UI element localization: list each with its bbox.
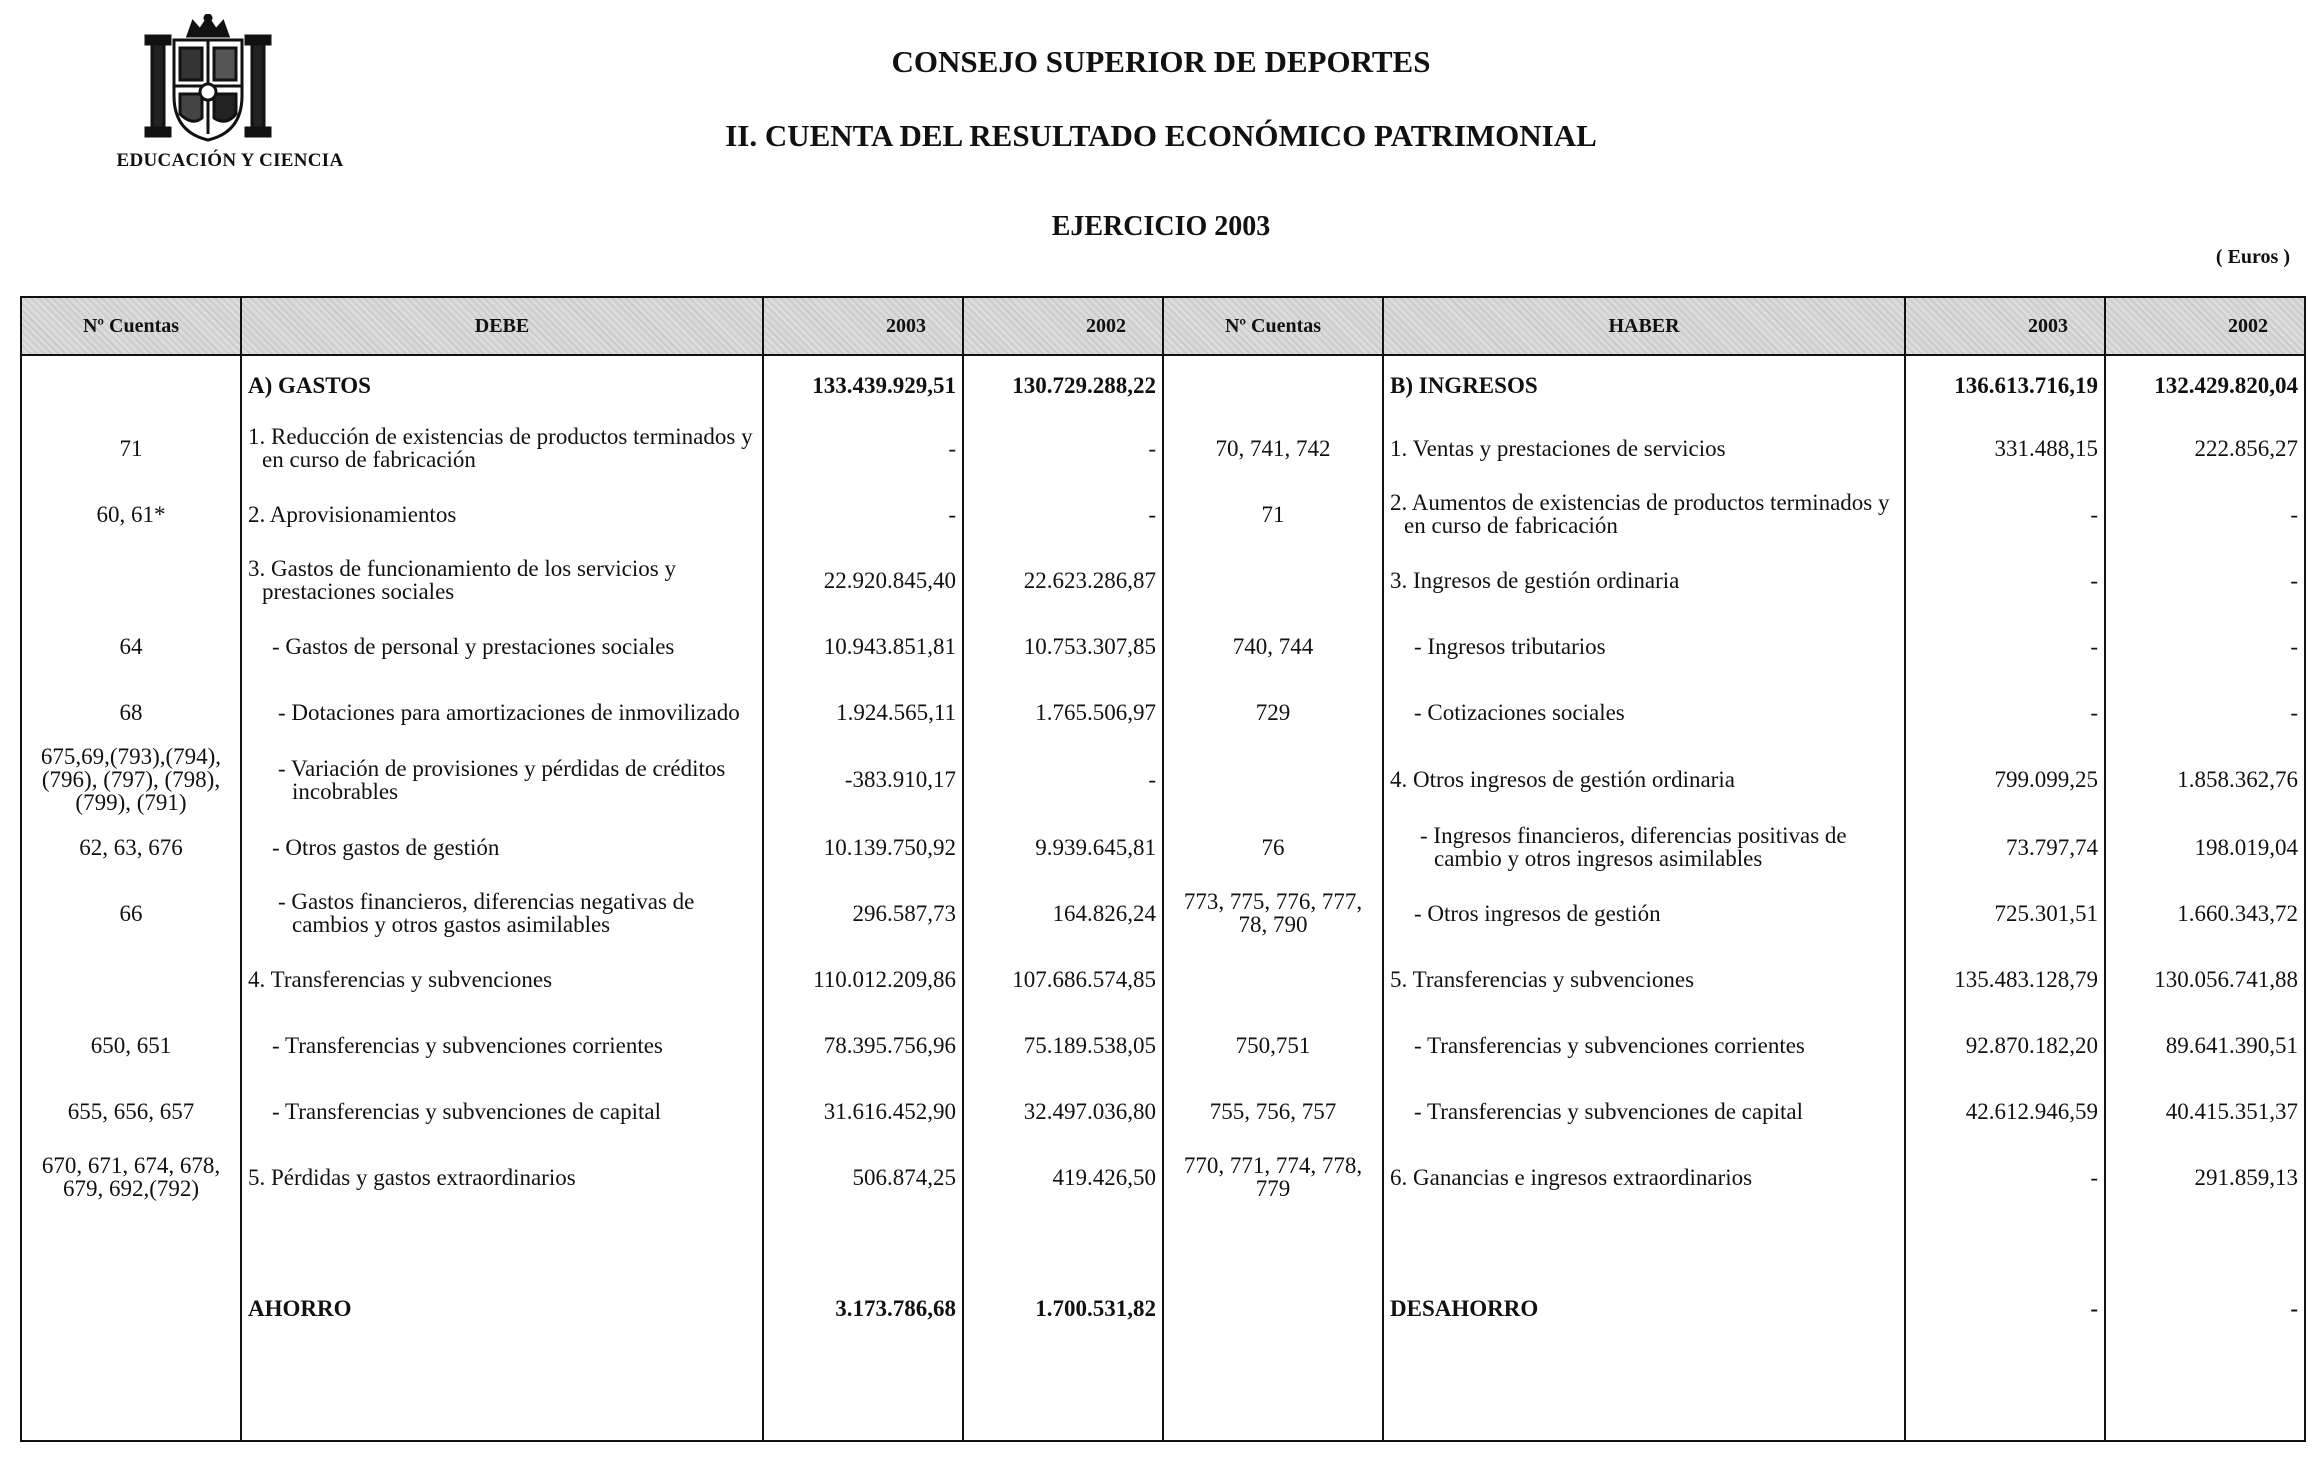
- table-row: [21, 679, 2305, 745]
- debe-2003-value: 31.616.452,90: [763, 1078, 963, 1144]
- col-haber: HABER: [1383, 297, 1905, 355]
- haber-concept: - Transferencias y subvenciones corrientes: [1414, 1032, 1805, 1058]
- col-cuentas-left: Nº Cuentas: [21, 297, 241, 355]
- haber-2003-value: -: [1905, 1144, 2105, 1210]
- table-row: [21, 946, 2305, 1012]
- haber-2003-value: 42.612.946,59: [1905, 1078, 2105, 1144]
- account-codes: 650, 651: [21, 1012, 241, 1078]
- debe-concept: 5. Pérdidas y gastos extraordinarios: [241, 1144, 763, 1210]
- haber-2002-value: -: [2105, 679, 2305, 745]
- account-codes: 68: [21, 679, 241, 745]
- debe-2002-value: 10.753.307,85: [963, 613, 1163, 679]
- account-codes: [1163, 946, 1383, 1012]
- debe-2003-value: 296.587,73: [763, 880, 963, 946]
- haber-2002-value: 1.660.343,72: [2105, 880, 2305, 946]
- account-codes: [21, 547, 241, 613]
- haber-2003-value: 136.613.716,19: [1905, 355, 2105, 415]
- haber-concept: - Ingresos financieros, diferencias positivas de cambio y otros ingresos asimilables: [1420, 823, 1847, 871]
- haber-2002-value: -: [2105, 481, 2305, 547]
- ahorro-label: AHORRO: [241, 1210, 763, 1406]
- debe-2003-value: 1.924.565,11: [763, 679, 963, 745]
- debe-concept: - Otros gastos de gestión: [272, 834, 500, 860]
- col-2002-right: 2002: [2105, 297, 2305, 355]
- haber-2002-value: -: [2105, 613, 2305, 679]
- col-cuentas-right: Nº Cuentas: [1163, 297, 1383, 355]
- haber-2002-value: 291.859,13: [2105, 1144, 2305, 1210]
- table-row: [21, 355, 2305, 415]
- account-codes: 60, 61*: [21, 481, 241, 547]
- debe-2003-value: 10.139.750,92: [763, 814, 963, 880]
- debe-concept: 3. Gastos de funcionamiento de los servicios y prestaciones sociales: [248, 556, 676, 604]
- desahorro-label: DESAHORRO: [1383, 1210, 1905, 1406]
- table-row: [21, 613, 2305, 679]
- debe-concept: 4. Transferencias y subvenciones: [241, 946, 763, 1012]
- haber-2003-value: 725.301,51: [1905, 880, 2105, 946]
- account-codes: 750,751: [1163, 1012, 1383, 1078]
- haber-2002-value: -: [2105, 1210, 2305, 1406]
- debe-2003-value: -: [763, 481, 963, 547]
- account-codes: 70, 741, 742: [1163, 415, 1383, 481]
- haber-2003-value: 799.099,25: [1905, 745, 2105, 814]
- haber-2003-value: -: [1905, 547, 2105, 613]
- haber-2003-value: -: [1905, 481, 2105, 547]
- haber-2002-value: 222.856,27: [2105, 415, 2305, 481]
- debe-concept: - Dotaciones para amortizaciones de inmovilizado: [278, 699, 740, 725]
- table-row: [21, 481, 2305, 547]
- account-codes: 755, 756, 757: [1163, 1078, 1383, 1144]
- organization-title: CONSEJO SUPERIOR DE DEPORTES: [891, 44, 1431, 79]
- debe-2003-value: 110.012.209,86: [763, 946, 963, 1012]
- debe-2002-value: 9.939.645,81: [963, 814, 1163, 880]
- haber-concept: - Transferencias y subvenciones de capital: [1414, 1098, 1803, 1124]
- haber-concept: 5. Transferencias y subvenciones: [1383, 946, 1905, 1012]
- col-2003-left: 2003: [763, 297, 963, 355]
- account-codes: [21, 1210, 241, 1406]
- account-codes: [1163, 745, 1383, 814]
- debe-2002-value: 1.765.506,97: [963, 679, 1163, 745]
- debe-2003-value: 10.943.851,81: [763, 613, 963, 679]
- debe-2002-value: 419.426,50: [963, 1144, 1163, 1210]
- ministry-label: EDUCACIÓN Y CIENCIA: [116, 150, 344, 171]
- account-codes: [21, 946, 241, 1012]
- haber-concept: 2. Aumentos de existencias de productos terminados y en curso de fabricación: [1390, 490, 1890, 538]
- debe-concept: - Variación de provisiones y pérdidas de créditos incobrables: [278, 755, 726, 804]
- debe-concept: 2. Aprovisionamientos: [248, 501, 457, 527]
- haber-2003-value: 331.488,15: [1905, 415, 2105, 481]
- debe-2003-value: 22.920.845,40: [763, 547, 963, 613]
- debe-concept: - Gastos financieros, diferencias negativas de cambios y otros gastos asimilables: [278, 889, 695, 937]
- account-codes: 66: [21, 880, 241, 946]
- table-row: [21, 880, 2305, 946]
- haber-2003-value: 135.483.128,79: [1905, 946, 2105, 1012]
- currency-units: ( Euros ): [2215, 246, 2290, 268]
- account-codes: 62, 63, 676: [21, 814, 241, 880]
- haber-2002-value: 130.056.741,88: [2105, 946, 2305, 1012]
- account-codes: [1163, 355, 1383, 415]
- account-codes: [1163, 1210, 1383, 1406]
- debe-2003-value: 133.439.929,51: [763, 355, 963, 415]
- col-2003-right: 2003: [1905, 297, 2105, 355]
- haber-concept: 1. Ventas y prestaciones de servicios: [1390, 435, 1726, 461]
- haber-2002-value: 132.429.820,04: [2105, 355, 2305, 415]
- results-table: [20, 296, 2306, 1442]
- haber-2003-value: -: [1905, 679, 2105, 745]
- account-codes: [21, 355, 241, 415]
- debe-2002-value: -: [963, 481, 1163, 547]
- account-codes: 770, 771, 774, 778, 779: [1163, 1144, 1383, 1210]
- debe-2002-value: 22.623.286,87: [963, 547, 1163, 613]
- haber-2003-value: 92.870.182,20: [1905, 1012, 2105, 1078]
- report-title: II. CUENTA DEL RESULTADO ECONÓMICO PATRIMONIAL: [725, 118, 1597, 153]
- debe-2003-value: 78.395.756,96: [763, 1012, 963, 1078]
- account-codes: 64: [21, 613, 241, 679]
- table-row-filler: [21, 1406, 2305, 1441]
- debe-2003-value: 3.173.786,68: [763, 1210, 963, 1406]
- haber-2002-value: 1.858.362,76: [2105, 745, 2305, 814]
- haber-concept: 3. Ingresos de gestión ordinaria: [1390, 567, 1680, 593]
- table-header-row: [21, 297, 2305, 355]
- haber-concept: - Otros ingresos de gestión: [1414, 900, 1661, 926]
- table-row: [21, 415, 2305, 481]
- haber-concept: B) INGRESOS: [1383, 355, 1905, 415]
- account-codes: 71: [21, 415, 241, 481]
- account-codes: 670, 671, 674, 678, 679, 692,(792): [21, 1144, 241, 1210]
- haber-concept: - Cotizaciones sociales: [1414, 699, 1625, 725]
- debe-2002-value: 130.729.288,22: [963, 355, 1163, 415]
- debe-2003-value: 506.874,25: [763, 1144, 963, 1210]
- account-codes: 675,69,(793),(794), (796), (797), (798), (799), (791): [21, 745, 241, 814]
- table-row-summary: [21, 1210, 2305, 1406]
- haber-concept: 4. Otros ingresos de gestión ordinaria: [1390, 767, 1735, 792]
- debe-2002-value: -: [963, 415, 1163, 481]
- haber-concept: - Ingresos tributarios: [1414, 633, 1606, 659]
- debe-2003-value: -383.910,17: [763, 745, 963, 814]
- debe-concept: A) GASTOS: [241, 355, 763, 415]
- haber-2003-value: -: [1905, 1210, 2105, 1406]
- debe-2002-value: 164.826,24: [963, 880, 1163, 946]
- haber-2003-value: 73.797,74: [1905, 814, 2105, 880]
- col-2002-left: 2002: [963, 297, 1163, 355]
- debe-2002-value: 75.189.538,05: [963, 1012, 1163, 1078]
- table-row: [21, 1012, 2305, 1078]
- account-codes: 740, 744: [1163, 613, 1383, 679]
- account-codes: 76: [1163, 814, 1383, 880]
- col-debe: DEBE: [241, 297, 763, 355]
- haber-2002-value: 198.019,04: [2105, 814, 2305, 880]
- table-row: [21, 745, 2305, 814]
- haber-2003-value: -: [1905, 613, 2105, 679]
- haber-2002-value: 89.641.390,51: [2105, 1012, 2305, 1078]
- table-row: [21, 1144, 2305, 1210]
- table-row: [21, 814, 2305, 880]
- account-codes: 655, 656, 657: [21, 1078, 241, 1144]
- haber-2002-value: 40.415.351,37: [2105, 1078, 2305, 1144]
- fiscal-year: EJERCICIO 2003: [1051, 211, 1271, 242]
- debe-concept: - Transferencias y subvenciones corrientes: [272, 1032, 663, 1058]
- debe-2002-value: -: [963, 745, 1163, 814]
- debe-concept: - Gastos de personal y prestaciones sociales: [272, 633, 675, 659]
- debe-2002-value: 1.700.531,82: [963, 1210, 1163, 1406]
- debe-concept: 1. Reducción de existencias de productos terminados y en curso de fabricación: [248, 424, 753, 472]
- account-codes: [1163, 547, 1383, 613]
- table-row: [21, 1078, 2305, 1144]
- table-row: [21, 547, 2305, 613]
- haber-concept: 6. Ganancias e ingresos extraordinarios: [1383, 1144, 1905, 1210]
- debe-2002-value: 32.497.036,80: [963, 1078, 1163, 1144]
- account-codes: 71: [1163, 481, 1383, 547]
- account-codes: 729: [1163, 679, 1383, 745]
- haber-2002-value: -: [2105, 547, 2305, 613]
- debe-concept: - Transferencias y subvenciones de capital: [272, 1098, 661, 1124]
- account-codes: 773, 775, 776, 777, 78, 790: [1163, 880, 1383, 946]
- debe-2003-value: -: [763, 415, 963, 481]
- debe-2002-value: 107.686.574,85: [963, 946, 1163, 1012]
